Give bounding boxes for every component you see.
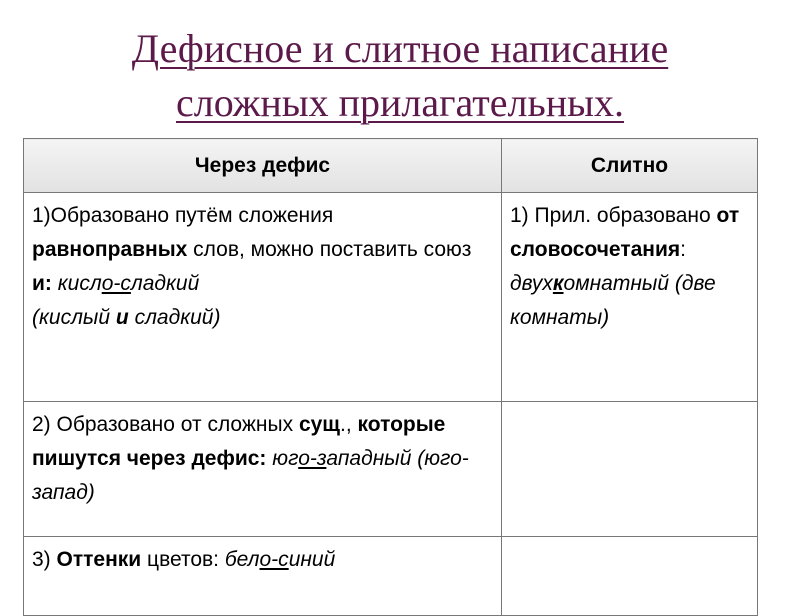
example-explanation (32, 306, 220, 329)
text: слов, можно поставить союз (187, 238, 472, 261)
slide-title (20, 22, 780, 130)
title-line-2: сложных прилагательных. (175, 80, 624, 125)
example-underlined: к (552, 272, 564, 295)
example-underlined: о-с (259, 548, 289, 571)
spelling-rules-table (23, 138, 758, 616)
text: цветов: (141, 548, 225, 571)
text: ., (340, 413, 358, 436)
cell-rule-2-solid (502, 402, 758, 537)
table-row (24, 193, 758, 402)
cell-rule-2-hyphen (24, 402, 502, 537)
title-line-1: Дефисное и слитное написание (131, 26, 669, 71)
table-row (24, 537, 758, 616)
header-hyphenated: Через дефис (24, 139, 502, 193)
text: 3) (32, 548, 57, 571)
example-part: двух (510, 272, 553, 295)
example-part: (кислый (32, 306, 116, 329)
bold-text: и: (32, 272, 52, 295)
example-part: ладкий (130, 272, 200, 295)
text: 1)Образовано путём сложения (32, 204, 334, 227)
example-part: юг (272, 447, 299, 470)
example-word (510, 272, 669, 295)
example-part: омнатный (563, 272, 670, 295)
bold-text: равноправных (32, 238, 188, 261)
example-part: ападный (юго-запад) (32, 447, 469, 504)
cell-rule-1-hyphen (24, 193, 502, 402)
bold-text: которые пишутся через дефис: (32, 413, 446, 470)
text: : (680, 238, 686, 261)
header-solid: Слитно (502, 139, 758, 193)
example-bold: и (115, 306, 129, 329)
example-part: сладкий) (128, 306, 221, 329)
example-word (58, 272, 200, 295)
table-row (24, 402, 758, 537)
example-underlined: о-з (298, 447, 327, 470)
text: 2) Образовано от сложных (32, 413, 299, 436)
cell-rule-3-hyphen (24, 537, 502, 616)
text: 1) Прил. образовано (510, 204, 717, 227)
cell-rule-3-solid (502, 537, 758, 616)
bold-text: от словосочетания (510, 204, 740, 261)
table-header-row (24, 139, 758, 193)
example-word (225, 548, 335, 571)
bold-text: сущ (298, 413, 341, 436)
bold-text: Оттенки (56, 548, 142, 571)
example-explanation: (две комнаты) (510, 272, 716, 329)
cell-rule-1-solid (502, 193, 758, 402)
example-part: бел (224, 548, 260, 571)
example-part: кисл (57, 272, 102, 295)
example-part: иний (288, 548, 336, 571)
example-underlined: о-с (101, 272, 131, 295)
